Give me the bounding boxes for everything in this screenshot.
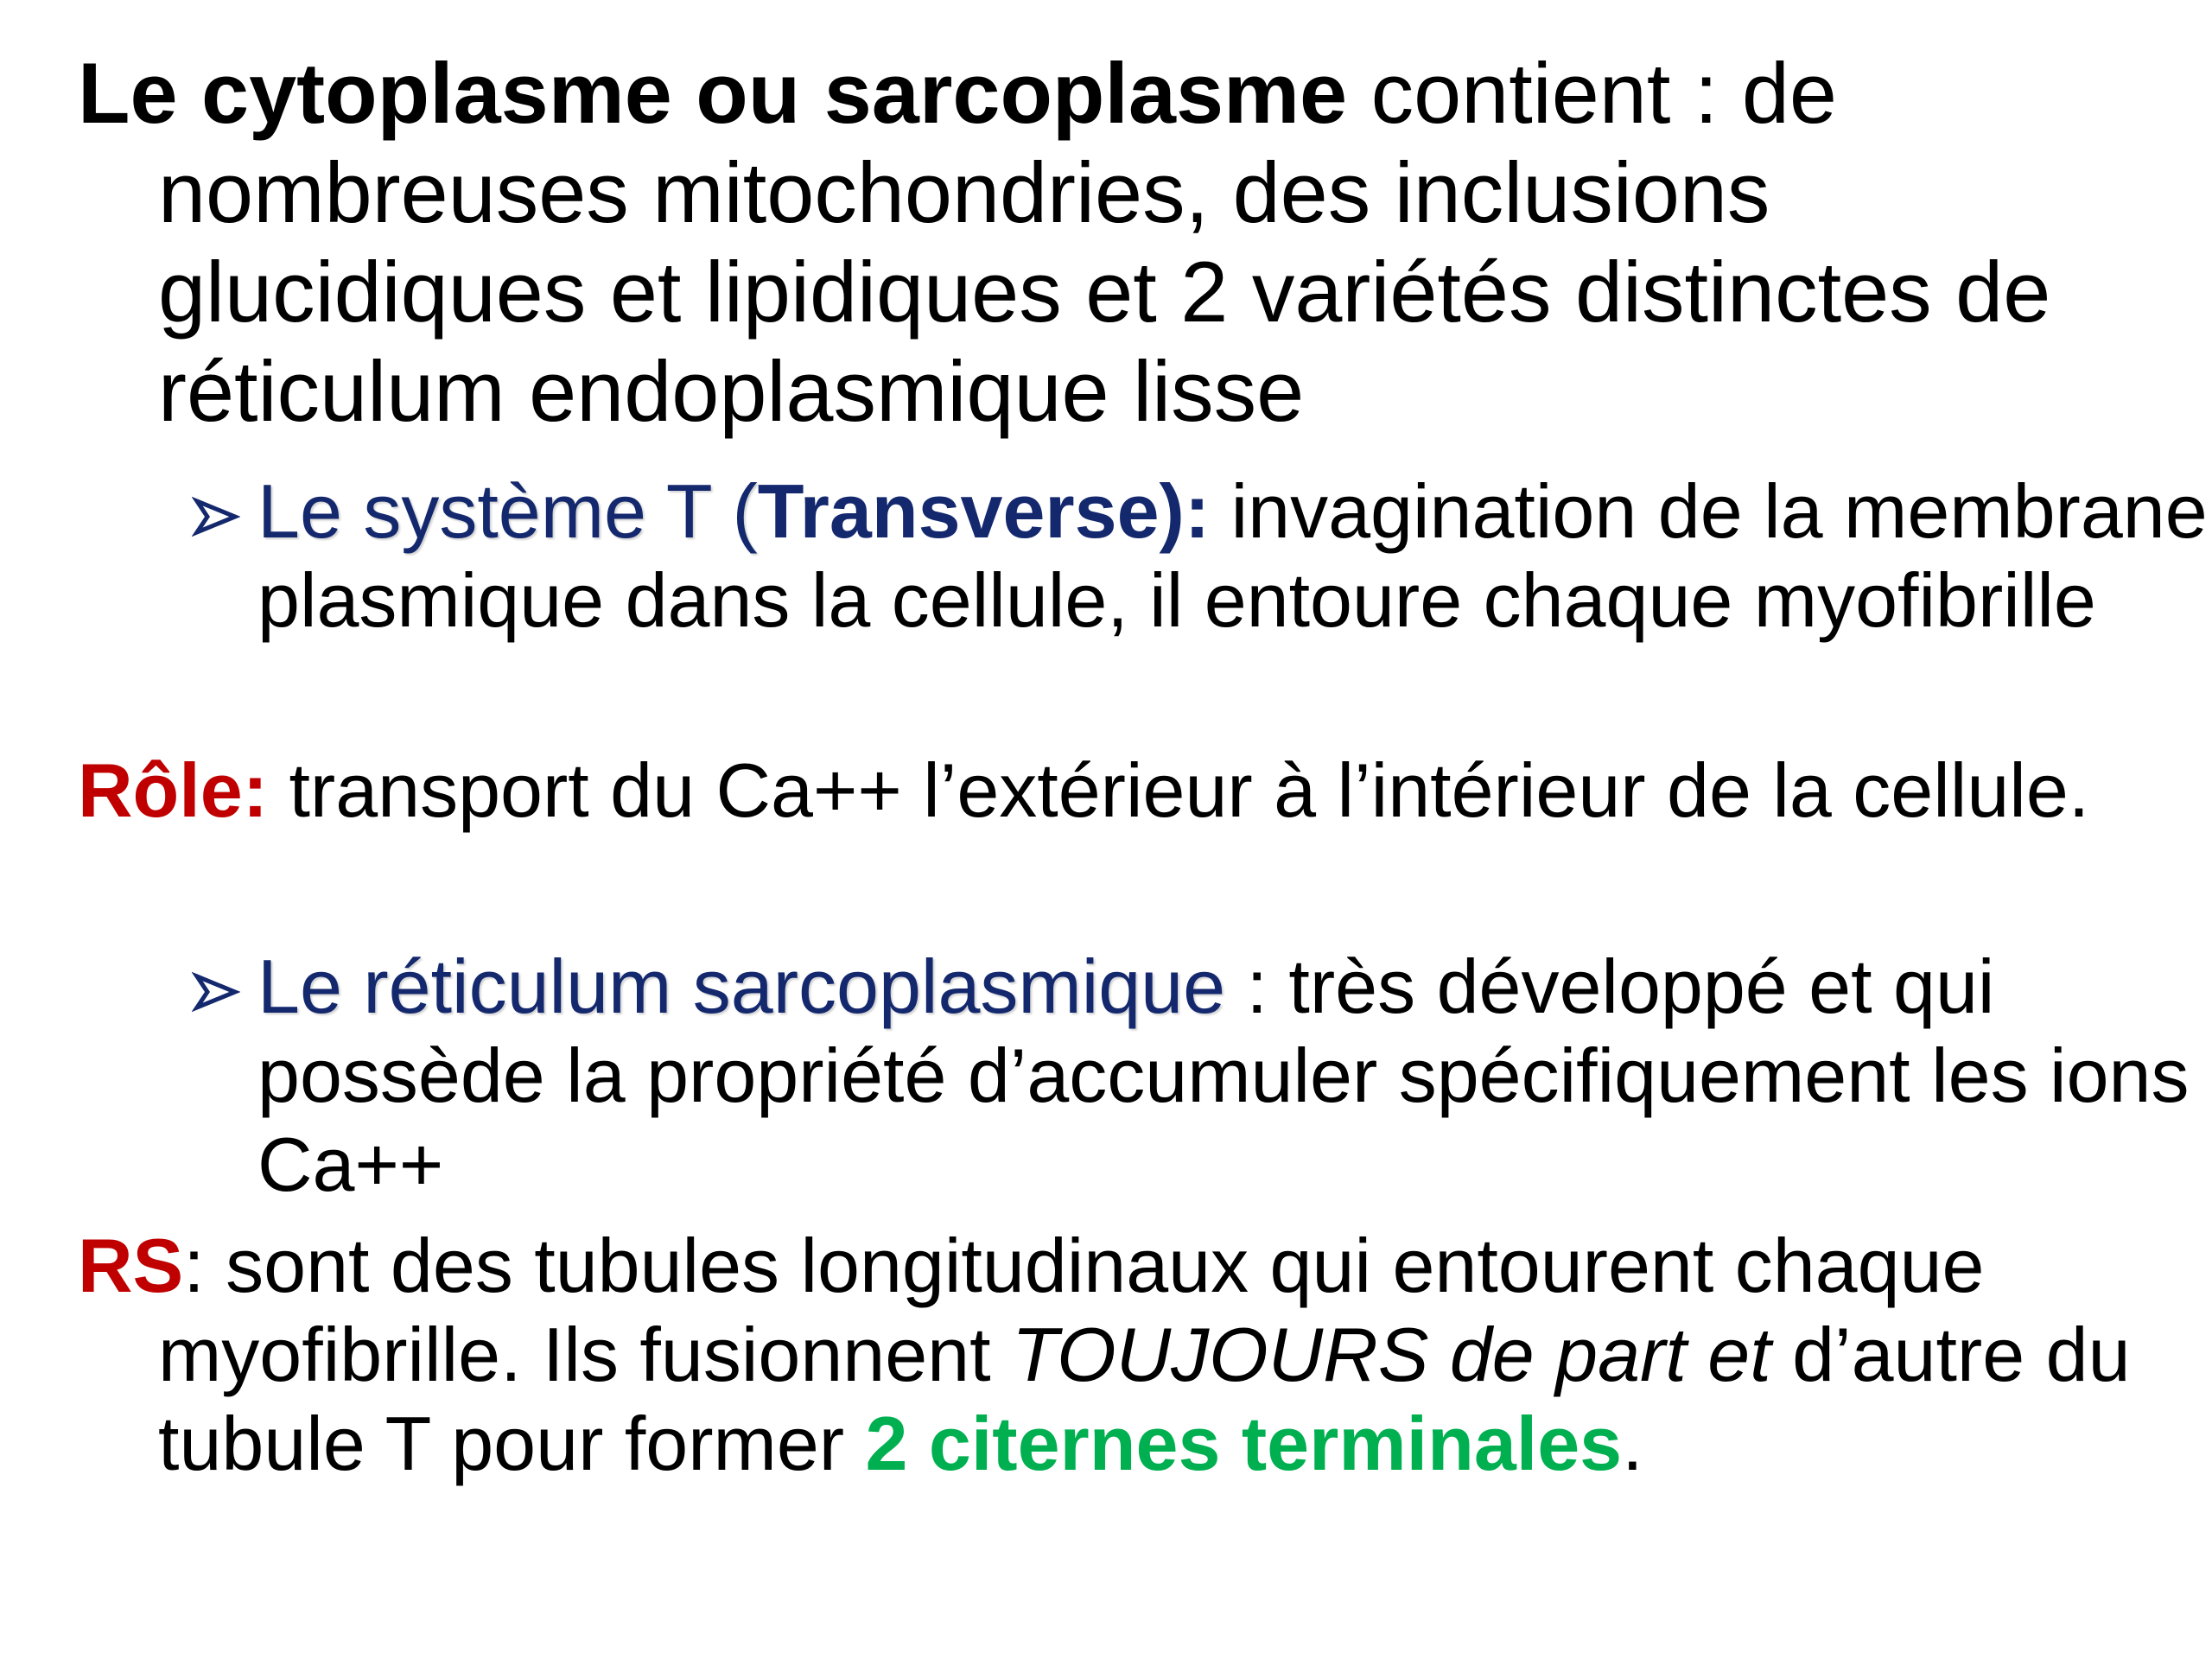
system-t-title: Le système T ( [257,468,758,554]
role-label: Rôle: [78,747,268,833]
reticulum-title: Le réticulum sarcoplasmique [257,944,1226,1029]
role-paragraph [78,746,2212,835]
arrow-bullet-icon [192,467,257,556]
paragraph-cytoplasm [78,43,2212,441]
rs-text-before: : sont des tubules longitudinaux qui entourent chaque myofibrille. Ils fusionnent [158,1223,1985,1397]
system-t-text: invagination de la membrane plasmique dans la cellule, il entoure chaque myofibrille [257,468,2208,643]
rs-label: RS [78,1223,184,1308]
cytoplasm-heading: Le cytoplasme ou sarcoplasme [78,45,1348,141]
reticulum-text: : très développé et qui possède la propriété d’accumuler spécifiquement les ions Ca++ [257,944,2190,1207]
rs-end: . [1622,1401,1643,1486]
bullet-system-t [192,467,2212,645]
rs-italic: TOUJOURS de part et [1011,1312,1771,1397]
rs-text-after: d’autre du tubule T pour former [158,1312,2131,1486]
bullet-reticulum [192,942,2212,1209]
rs-highlight: 2 citernes terminales [865,1401,1623,1486]
cytoplasm-text: contient : de nombreuses mitochondries, des inclusions glucidiques et lipidiques et 2 variétés distinctes de réticulum endoplasmique lisse [158,45,2051,439]
rs-paragraph [78,1221,2212,1488]
role-text: transport du Ca++ l’extérieur à l’intérieur de la cellule. [268,747,2090,833]
arrow-bullet-icon [192,942,257,1031]
system-t-title-bold: Transverse): [757,468,1211,554]
